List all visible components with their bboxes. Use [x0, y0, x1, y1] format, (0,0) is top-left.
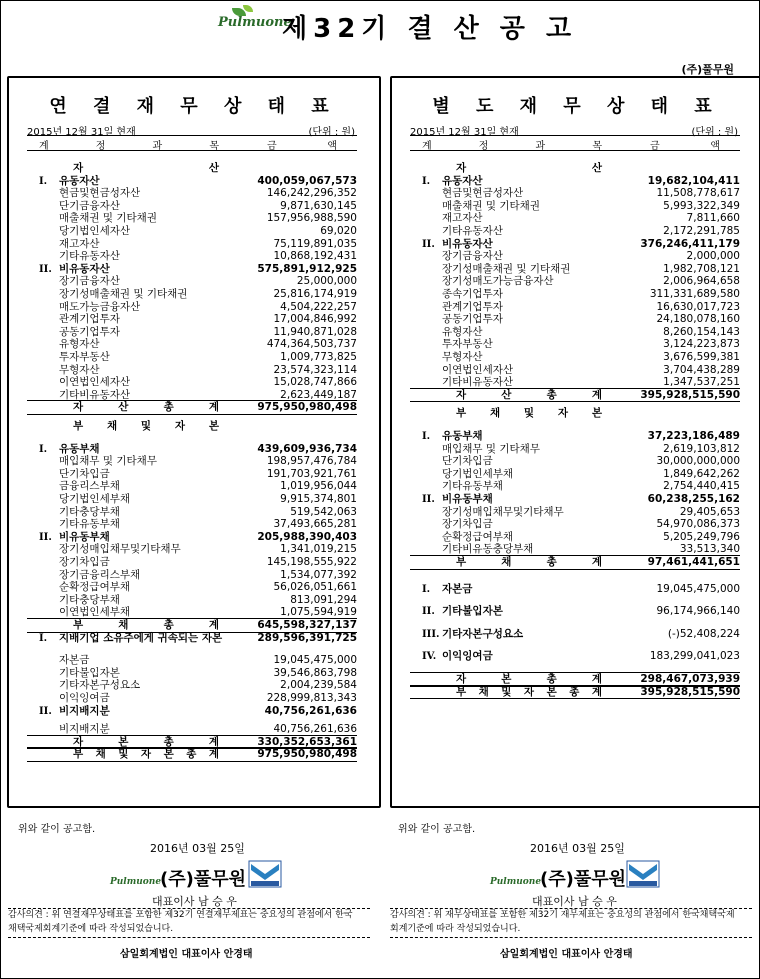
amount-value: 1,019,956,044	[280, 480, 357, 493]
company-seal-icon	[248, 860, 282, 888]
account-name: 무형자산	[59, 363, 100, 376]
account-name: 부 채 및 자 본 총 계	[456, 685, 602, 698]
amount-value: 1,075,594,919	[280, 606, 357, 619]
audit-opinion: 감사의견 : 위 재무상태표를 포함한 제32기 재무제표는 중요성의 관점에서 한국채택국제회계기준에 따라 작성되었습니다.	[390, 910, 735, 934]
account-name: 재고자산	[442, 212, 483, 225]
table-row	[410, 650, 740, 663]
table-row	[410, 430, 740, 443]
account-name: 금융리스부채	[59, 480, 120, 493]
account-name: 당기법인세자산	[59, 225, 131, 237]
account-name: 장기성매입채무및기타채무	[442, 505, 564, 518]
table-row	[410, 480, 740, 493]
amount-value: 56,026,051,661	[273, 581, 357, 594]
account-name: 비유동자산	[59, 262, 110, 275]
account-name: 이익잉여금	[59, 692, 110, 704]
amount-value: 2,006,964,658	[663, 275, 740, 288]
amount-value: 395,928,515,590	[640, 685, 740, 698]
amount-value: 157,956,988,590	[266, 212, 357, 225]
table-row	[27, 420, 357, 433]
table-row	[410, 518, 740, 531]
amount-value: 439,609,936,734	[257, 442, 357, 455]
table-row	[410, 364, 740, 377]
account-name: 비지배지분	[59, 723, 110, 736]
table-row	[27, 238, 357, 251]
roman-numeral: II.	[422, 238, 435, 250]
table-row	[27, 468, 357, 481]
table-row	[27, 187, 357, 200]
table-row	[27, 679, 357, 692]
account-name: 자 산 총 계	[456, 388, 602, 401]
amount-value: 2,623,449,187	[280, 388, 357, 401]
account-name: 장기차입금	[59, 556, 110, 568]
amount-value: 37,223,186,489	[647, 430, 740, 442]
table-header	[410, 135, 740, 151]
account-name: 당기법인세부채	[442, 467, 514, 480]
account-name: 공동기업투자	[442, 313, 503, 326]
notice-text: 위와 같이 공고함.	[398, 824, 476, 835]
panel-title: 별 도 재 무 상 태 표	[432, 96, 722, 117]
table-row	[27, 748, 357, 761]
amount-value: 30,000,000,000	[656, 455, 740, 468]
column-header-amount: 금 액	[267, 141, 337, 152]
separate-statement-panel	[390, 76, 760, 808]
account-name: 유동부채	[442, 430, 483, 442]
column-header-account: 계 정 과 목	[39, 141, 219, 152]
table-row	[27, 480, 357, 493]
table-row	[27, 162, 357, 175]
account-name: 비유동부채	[442, 493, 493, 505]
table-row	[27, 493, 357, 506]
roman-numeral: I.	[422, 431, 431, 442]
table-row	[27, 632, 357, 645]
roman-numeral: I.	[39, 175, 48, 187]
amount-value: 1,009,773,825	[280, 351, 357, 363]
account-name: 장기금융자산	[59, 275, 120, 288]
table-row	[410, 326, 740, 339]
table-row	[27, 455, 357, 468]
roman-numeral: IV.	[422, 651, 437, 663]
amount-value: 1,347,537,251	[663, 376, 740, 389]
amount-value: 23,574,323,114	[273, 363, 357, 376]
amount-value: 2,619,103,812	[663, 442, 740, 455]
table-row	[410, 443, 740, 456]
table-row	[27, 212, 357, 225]
account-name: 유형자산	[442, 325, 483, 338]
table-row	[410, 556, 740, 569]
table-row	[410, 686, 740, 699]
amount-value: 19,045,475,000	[273, 654, 357, 667]
table-row	[27, 619, 357, 632]
amount-value: 474,364,503,737	[266, 338, 357, 351]
account-name: 장기금융자산	[442, 250, 503, 263]
roman-numeral: II.	[422, 606, 435, 618]
table-row	[27, 351, 357, 364]
account-name: 매출채권 및 기타채권	[442, 199, 540, 212]
amount-value: 376,246,411,179	[640, 237, 740, 250]
account-name: 현금및현금성자산	[442, 187, 524, 200]
amount-value: 228,999,813,343	[266, 692, 357, 704]
company-seal-icon	[626, 860, 660, 888]
account-name: 지배기업 소유주에게 귀속되는 자본	[59, 631, 223, 644]
amount-value: 145,198,555,922	[266, 556, 357, 568]
amount-value: 395,928,515,590	[640, 388, 740, 401]
amount-value: 1,534,077,392	[280, 568, 357, 581]
account-name: 유형자산	[59, 338, 100, 351]
notice-date: 2016년 03월 25일	[150, 842, 245, 855]
table-row	[27, 692, 357, 705]
table-row	[27, 569, 357, 582]
panel-title: 연 결 재 무 상 태 표	[49, 96, 339, 117]
amount-value: 40,756,261,636	[273, 723, 357, 736]
amount-value: 75,119,891,035	[273, 237, 357, 250]
amount-value: 2,172,291,785	[663, 225, 740, 237]
table-row	[410, 313, 740, 326]
account-name: 부 채 및 자 본	[456, 407, 602, 420]
roman-numeral: I.	[422, 583, 431, 595]
column-header-account: 계 정 과 목	[422, 141, 602, 152]
amount-value: 2,000,000	[686, 250, 740, 263]
account-name: 공동기업투자	[59, 325, 120, 338]
table-row	[27, 313, 357, 326]
account-name: 자 산	[456, 162, 602, 174]
table-row	[410, 238, 740, 251]
amount-value: 3,676,599,381	[663, 351, 740, 363]
table-row	[410, 506, 740, 519]
roman-numeral: III.	[422, 628, 440, 640]
amount-value: 39,546,863,798	[273, 666, 357, 679]
account-name: 자 본 총 계	[456, 673, 602, 685]
table-row	[27, 200, 357, 213]
account-name: 당기법인세부채	[59, 493, 131, 505]
amount-value: 9,871,630,145	[280, 199, 357, 212]
pulmuone-logo: Pulmuone	[490, 877, 542, 887]
amount-value: 400,059,067,573	[257, 174, 357, 187]
statement-date: 2015년 12월 31일 현재	[27, 127, 136, 138]
roman-numeral: II.	[39, 531, 52, 543]
account-name: 투자부동산	[59, 351, 110, 363]
table-row	[27, 175, 357, 188]
account-name: 재고자산	[59, 237, 100, 250]
amount-value: 8,260,154,143	[663, 325, 740, 338]
table-header	[27, 135, 357, 151]
amount-value: 15,028,747,866	[273, 376, 357, 389]
company-name: (주)풀무원	[540, 869, 627, 890]
table-row	[410, 301, 740, 314]
amount-value: 60,238,255,162	[647, 493, 740, 505]
account-name: 비지배지분	[59, 704, 110, 717]
amount-value: 191,703,921,761	[266, 467, 357, 480]
company-name: (주)풀무원	[160, 869, 247, 890]
account-name: 자본금	[59, 654, 90, 667]
unit-label: (단위 : 원)	[308, 127, 355, 138]
amount-value: 16,630,017,723	[656, 300, 740, 313]
consolidated-statement-panel	[7, 76, 381, 808]
amount-value: 146,242,296,352	[266, 187, 357, 200]
table-row	[27, 275, 357, 288]
amount-value: 17,004,846,992	[273, 313, 357, 326]
table-row	[27, 443, 357, 456]
table-row	[410, 200, 740, 213]
account-name: 부 채 및 자 본	[73, 420, 219, 432]
account-name: 장기성매출채권 및 기타채권	[442, 262, 571, 275]
amount-value: 96,174,966,140	[656, 605, 740, 618]
account-name: 유동자산	[59, 174, 100, 187]
amount-value: 69,020	[320, 225, 357, 237]
table-row	[27, 250, 357, 263]
amount-value: 10,868,192,431	[273, 250, 357, 263]
amount-value: 1,849,642,262	[663, 467, 740, 480]
statement-date: 2015년 12월 31일 현재	[410, 127, 519, 138]
account-name: 비유동부채	[59, 530, 110, 543]
amount-value: 2,004,239,584	[280, 679, 357, 692]
table-row	[410, 338, 740, 351]
audit-opinion: 감사의견 : 위 연결재무상태표를 포함한 제32기 연결재무제표는 중요성의 관점에서 한국채택국제회계기준에 따라 작성되었습니다.	[8, 910, 353, 934]
roman-numeral: II.	[422, 494, 435, 505]
amount-value: 97,461,441,651	[647, 556, 740, 568]
account-name: 부 채 및 자 본 총 계	[73, 748, 219, 761]
amount-value: 9,915,374,801	[280, 493, 357, 505]
amount-value: 24,180,078,160	[656, 313, 740, 326]
amount-value: 298,467,073,939	[640, 673, 740, 685]
account-name: 자 산 총 계	[73, 401, 219, 414]
table-row	[410, 531, 740, 544]
account-name: 장기금융리스부채	[59, 568, 141, 581]
table-row	[410, 583, 740, 596]
notice-text: 위와 같이 공고함.	[18, 824, 96, 835]
amount-value: 3,704,438,289	[663, 363, 740, 376]
table-row	[27, 288, 357, 301]
pulmuone-logo: Pulmuone	[110, 877, 162, 887]
account-name: 종속기업투자	[442, 288, 503, 300]
account-name: 단기차입금	[442, 455, 493, 468]
account-name: 장기성매출채권 및 기타채권	[59, 288, 188, 300]
table-row	[27, 543, 357, 556]
table-row	[410, 389, 740, 402]
account-name: 매입채무 및 기타채무	[59, 455, 157, 468]
table-row	[27, 581, 357, 594]
amount-value: 975,950,980,498	[257, 401, 357, 414]
amount-value: 289,596,391,725	[257, 631, 357, 644]
table-row	[27, 654, 357, 667]
table-row	[27, 594, 357, 607]
table-row	[410, 351, 740, 364]
amount-value: (-)52,408,224	[667, 627, 740, 640]
table-row	[27, 401, 357, 414]
auditor-name: 삼일회계법인 대표이사 안경태	[120, 949, 253, 960]
account-name: 비유동자산	[442, 237, 493, 250]
amount-value: 33,513,340	[679, 543, 740, 556]
amount-value: 575,891,912,925	[257, 262, 357, 275]
table-row	[27, 225, 357, 238]
table-row	[410, 250, 740, 263]
column-header-amount: 금 액	[650, 141, 720, 152]
amount-value: 37,493,665,281	[273, 518, 357, 531]
amount-value: 54,970,086,373	[656, 518, 740, 531]
amount-value: 519,542,063	[290, 505, 357, 518]
total-rule	[410, 401, 740, 402]
roman-numeral: II.	[39, 705, 52, 717]
table-row	[27, 263, 357, 276]
account-name: 기타비유동자산	[442, 376, 514, 389]
account-name: 유동자산	[442, 174, 483, 187]
amount-value: 2,754,440,415	[663, 480, 740, 493]
account-name: 매출채권 및 기타채권	[59, 212, 157, 225]
amount-value: 7,811,660	[686, 212, 740, 225]
amount-value: 40,756,261,636	[264, 704, 357, 717]
total-rule	[27, 414, 357, 415]
divider	[390, 937, 752, 938]
roman-numeral: I.	[39, 443, 48, 455]
amount-value: 19,045,475,000	[656, 582, 740, 595]
account-name: 기타충당부채	[59, 593, 120, 606]
amount-value: 11,508,778,617	[656, 187, 740, 200]
account-name: 기타비유동충당부채	[442, 543, 534, 556]
account-name: 이연법인세자산	[59, 376, 131, 389]
roman-numeral: I.	[422, 175, 431, 187]
table-row	[410, 468, 740, 481]
total-rule	[410, 569, 740, 570]
table-row	[27, 326, 357, 339]
account-name: 기타자본구성요소	[59, 679, 141, 692]
table-row	[410, 225, 740, 238]
account-name: 순확정급여부채	[59, 581, 131, 594]
amount-value: 25,000,000	[296, 275, 357, 288]
account-name: 이연법인세부채	[59, 606, 131, 619]
account-name: 기타유동자산	[442, 225, 503, 237]
table-row	[410, 628, 740, 641]
amount-value: 205,988,390,403	[257, 530, 357, 543]
table-row	[27, 518, 357, 531]
account-name: 기타유동부채	[442, 480, 503, 493]
page-title: 제32기 결 산 공 고	[282, 14, 578, 44]
table-row	[27, 531, 357, 544]
amount-value: 1,341,019,215	[280, 543, 357, 556]
account-name: 부 채 총 계	[456, 556, 602, 568]
amount-value: 25,816,174,919	[273, 288, 357, 300]
table-row	[27, 506, 357, 519]
account-name: 자 산	[73, 162, 219, 174]
divider	[8, 937, 370, 938]
account-name: 관계기업투자	[442, 300, 503, 313]
account-name: 단기금융자산	[59, 199, 120, 212]
table-row	[410, 605, 740, 618]
account-name: 이연법인세자산	[442, 363, 514, 376]
account-name: 단기차입금	[59, 467, 110, 480]
total-rule	[410, 698, 740, 699]
company-name: (주)풀무원	[681, 63, 734, 76]
table-row	[410, 263, 740, 276]
account-name: 기타유동자산	[59, 250, 120, 263]
ceo-name: 대표이사 남 승 우	[532, 895, 617, 908]
amount-value: 1,982,708,121	[663, 262, 740, 275]
account-name: 기타불입자본	[59, 666, 120, 679]
amount-value: 645,598,327,137	[257, 619, 357, 631]
account-name: 자본금	[442, 582, 473, 595]
amount-value: 19,682,104,411	[647, 174, 740, 187]
account-name: 기타불입자본	[442, 605, 503, 618]
account-name: 장기성매도가능금융자산	[442, 275, 554, 288]
table-row	[410, 275, 740, 288]
roman-numeral: I.	[39, 632, 48, 644]
amount-value: 29,405,653	[679, 505, 740, 518]
account-name: 매입채무 및 기타채무	[442, 442, 540, 455]
account-name: 현금및현금성자산	[59, 187, 141, 200]
amount-value: 4,504,222,257	[280, 300, 357, 313]
amount-value: 183,299,041,023	[649, 650, 740, 663]
pulmuone-logo: Pulmuone	[218, 15, 292, 30]
account-name: 기타유동부채	[59, 518, 120, 531]
account-name: 기타충당부채	[59, 505, 120, 518]
table-row	[27, 705, 357, 718]
amount-value: 330,352,653,361	[257, 735, 357, 748]
table-row	[27, 338, 357, 351]
account-name: 무형자산	[442, 351, 483, 363]
table-row	[27, 667, 357, 680]
account-name: 순확정급여부채	[442, 530, 514, 543]
account-name: 매도가능금융자산	[59, 300, 141, 313]
total-rule	[27, 761, 357, 762]
amount-value: 813,091,294	[290, 593, 357, 606]
amount-value: 975,950,980,498	[257, 748, 357, 761]
amount-value: 5,205,249,796	[663, 530, 740, 543]
table-row	[27, 301, 357, 314]
amount-value: 5,993,322,349	[663, 199, 740, 212]
amount-value: 3,124,223,873	[663, 338, 740, 351]
account-name: 자 본 총 계	[73, 735, 219, 748]
table-row	[410, 407, 740, 420]
table-row	[410, 162, 740, 175]
table-row	[410, 212, 740, 225]
account-name: 기타비유동자산	[59, 388, 131, 401]
table-row	[27, 364, 357, 377]
table-row	[410, 493, 740, 506]
unit-label: (단위 : 원)	[691, 127, 738, 138]
roman-numeral: II.	[39, 263, 52, 275]
notice-date: 2016년 03월 25일	[530, 842, 625, 855]
account-name: 부 채 총 계	[73, 619, 219, 631]
account-name: 이익잉여금	[442, 650, 493, 663]
table-row	[27, 556, 357, 569]
table-row	[410, 288, 740, 301]
auditor-name: 삼일회계법인 대표이사 안경태	[500, 949, 633, 960]
account-name: 투자부동산	[442, 338, 493, 351]
table-row	[410, 175, 740, 188]
ceo-name: 대표이사 남 승 우	[152, 895, 237, 908]
account-name: 관계기업투자	[59, 313, 120, 326]
amount-value: 311,331,689,580	[649, 288, 740, 300]
account-name: 장기차입금	[442, 518, 493, 531]
table-row	[410, 455, 740, 468]
amount-value: 11,940,871,028	[273, 325, 357, 338]
table-row	[410, 187, 740, 200]
amount-value: 198,957,476,784	[266, 455, 357, 468]
account-name: 기타자본구성요소	[442, 627, 524, 640]
account-name: 유동부채	[59, 442, 100, 455]
table-row	[27, 376, 357, 389]
account-name: 장기성매입채무및기타채무	[59, 543, 181, 556]
